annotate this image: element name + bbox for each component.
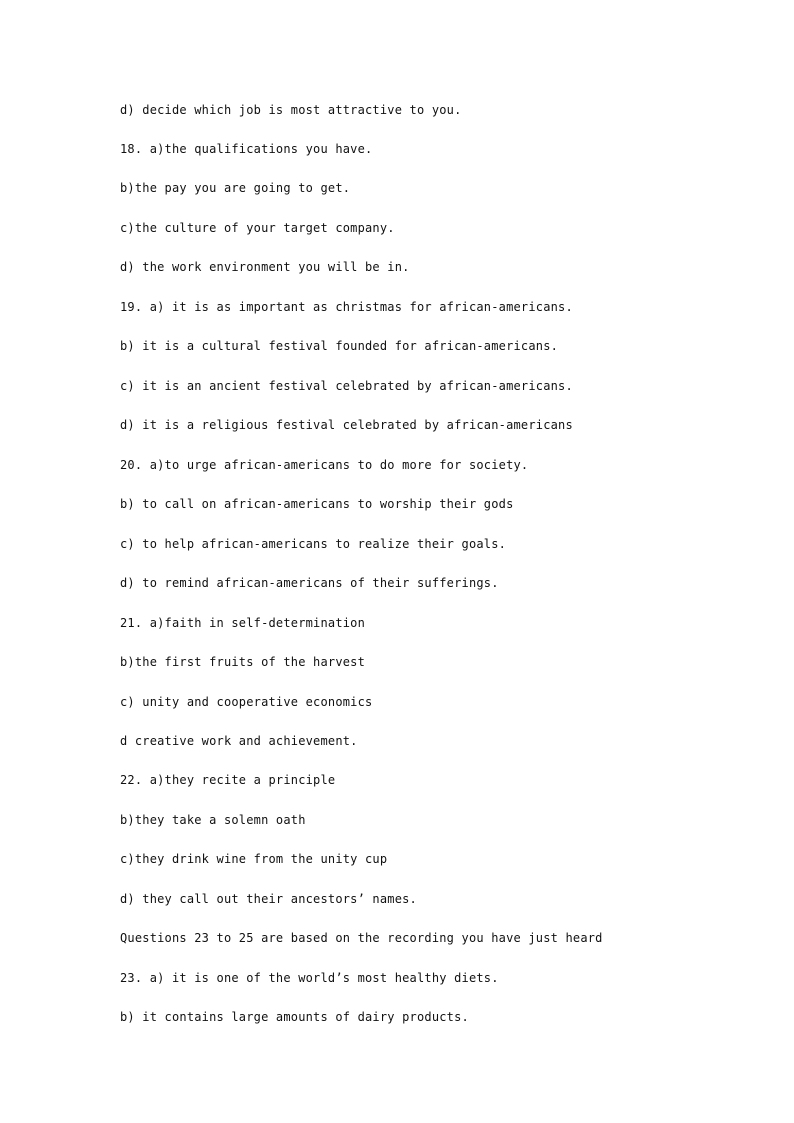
text-line-q19-option-c: c) it is an ancient festival celebrated by african-americans. [120, 379, 573, 393]
text-line-q19-option-a: 19. a) it is as important as christmas for african-americans. [120, 300, 573, 314]
text-line-q18-option-b: b)the pay you are going to get. [120, 181, 351, 195]
text-line-q21-option-b: b)the first fruits of the harvest [120, 655, 366, 669]
text-line-q22-option-a: 22. a)they recite a principle [120, 773, 336, 787]
text-line-q19-option-b: b) it is a cultural festival founded for african-americans. [120, 339, 559, 353]
text-line-q19-option-d: d) it is a religious festival celebrated by african-americans [120, 418, 573, 432]
text-line-q21-option-a: 21. a)faith in self-determination [120, 616, 366, 630]
text-line-q20-option-c: c) to help african-americans to realize their goals. [120, 537, 507, 551]
text-line-q20-option-d: d) to remind african-americans of their sufferings. [120, 576, 499, 590]
text-line-q22-option-c: c)they drink wine from the unity cup [120, 852, 388, 866]
text-line-q21-option-d: d creative work and achievement. [120, 734, 358, 748]
text-line-q18-option-a: 18. a)the qualifications you have. [120, 142, 373, 156]
text-line-q20-option-a: 20. a)to urge african-americans to do more for society. [120, 458, 529, 472]
text-line-q18-option-c: c)the culture of your target company. [120, 221, 395, 235]
text-line-q22-option-d: d) they call out their ancestors’ names. [120, 892, 417, 906]
text-line-q18-option-d: d) the work environment you will be in. [120, 260, 410, 274]
text-line-q23-option-b: b) it contains large amounts of dairy products. [120, 1010, 469, 1024]
text-line-q20-option-b: b) to call on african-americans to worship their gods [120, 497, 514, 511]
text-line-q22-option-b: b)they take a solemn oath [120, 813, 306, 827]
text-line-q17-option-d: d) decide which job is most attractive to you. [120, 103, 462, 117]
text-line-q23-option-a: 23. a) it is one of the world’s most healthy diets. [120, 971, 499, 985]
section-instruction: Questions 23 to 25 are based on the recording you have just heard [120, 931, 603, 945]
text-line-q21-option-c: c) unity and cooperative economics [120, 695, 373, 709]
